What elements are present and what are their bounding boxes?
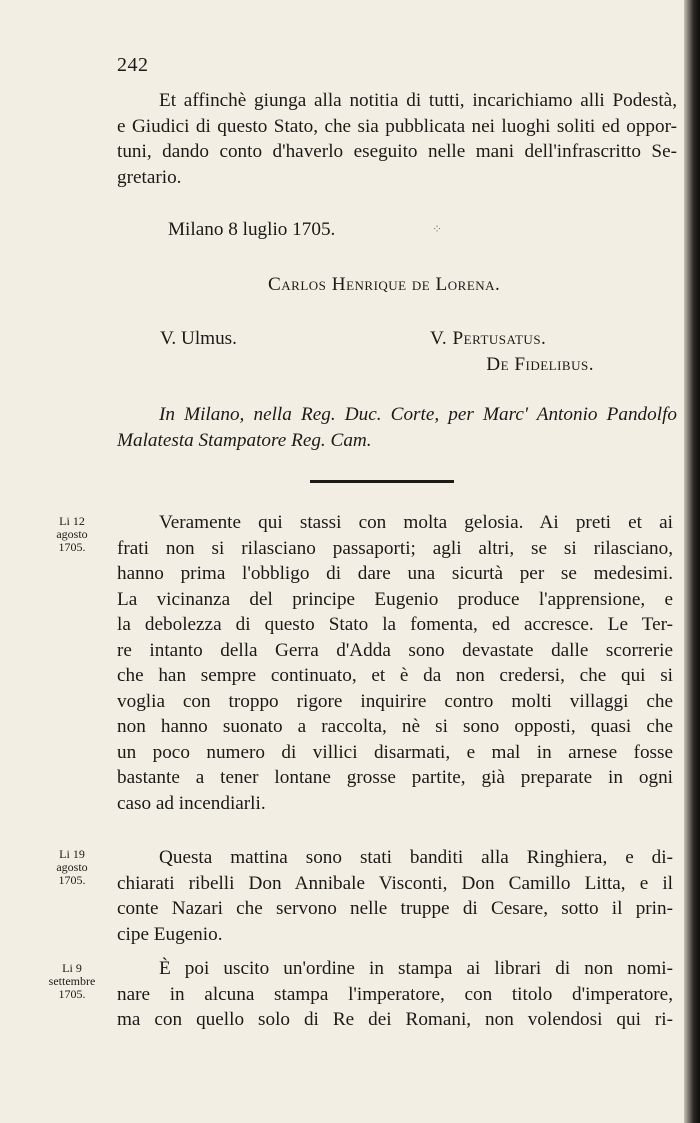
text-line: chiarati ribelli Don Annibale Visconti, Don Camillo Litta, e il [117,872,673,894]
section-divider [310,480,454,483]
text-line: che han sempre continuato, et è da non credersi, che qui si [117,665,673,686]
margin-date-note [42,848,102,887]
margin-note-line: 1705. [58,873,86,887]
intro-paragraph [117,88,677,190]
date-place [168,217,468,243]
date-place-text: Milano 8 luglio 1705. [168,219,336,240]
paragraph-12-agosto [117,510,673,816]
paragraph-9-settembre [117,956,673,1033]
text-line: non hanno suonato a raccolta, nè si sono opposti, quasi che [117,716,673,737]
margin-note-line: agosto [56,527,88,541]
text-line: gretario. [117,166,182,188]
text-line: nare in alcuna stampa l'imperatore, con titolo d'imperatore, [117,983,673,1005]
countersign-right [430,326,600,377]
text-line: e Giudici di questo Stato, che sia pubblicata nei luoghi soliti ed oppor- [117,115,677,137]
margin-note-line: Li 12 [59,514,85,528]
page-number: 242 [117,54,149,76]
imprint-line: Malatesta Stampatore Reg. Cam. [117,429,372,451]
imprint-line: In Milano, nella Reg. Duc. Corte, per Marc' Antonio Pandolfo [159,404,677,425]
countersign-left [160,326,360,352]
margin-note-line: Li 9 [62,961,82,975]
signatory [268,272,568,298]
countersign-right-line-2: De Fidelibus. [486,353,594,375]
margin-date-note [42,515,102,554]
text-line: cipe Eugenio. [117,923,223,945]
text-line: la debolezza di questo Stato la fomenta, ed accresce. Le Ter- [117,614,673,635]
margin-note-line: settembre [48,974,96,988]
page-edge-shadow [684,0,700,1123]
text-line: conte Nazari che servono nelle truppe di Cesare, sotto il prin- [117,898,673,919]
signatory-name: Carlos Henrique de Lorena. [268,274,501,295]
text-line: Veramente qui stassi con molta gelosia. Ai preti et ai [159,512,673,533]
text-line: frati non si rilasciano passaporti; agli altri, se si rilasciano, [117,537,673,559]
text-line: caso ad incendiarli. [117,792,266,814]
margin-note-line: 1705. [58,540,86,554]
text-line: tuni, dando conto d'haverlo eseguito nelle mani dell'infrascritto Se- [117,141,677,162]
text-line: Et affinchè giunga alla notitia di tutti, incarichiamo alli Podestà, [159,90,677,111]
margin-note-line: agosto [56,860,88,874]
ink-speck-mark: ⁘ [432,222,443,236]
paragraph-19-agosto [117,845,673,947]
text-line: ma con quello solo di Re dei Romani, non volendosi qui ri- [117,1009,673,1030]
text-line: Questa mattina sono stati banditi alla Ringhiera, e di- [159,847,673,868]
text-line: voglia con troppo rigore inquirire contro molti villaggi che [117,690,673,712]
margin-note-line: 1705. [58,987,86,1001]
text-line: La vicinanza del principe Eugenio produce l'apprensione, e [117,588,673,610]
margin-note-line: Li 19 [59,847,85,861]
text-line: re intanto della Gerra d'Adda sono devastate dalle scorrerie [117,639,673,661]
margin-date-note [42,962,102,1001]
text-line: un poco numero di villici disarmati, e mal in arnese fosse [117,741,673,763]
countersign-left-text: V. Ulmus. [160,328,237,349]
text-line: È poi uscito un'ordine in stampa ai librari di non nomi- [159,958,673,979]
text-line: hanno prima l'obbligo di dare una sicurtà per se medesimi. [117,563,673,584]
imprint [117,402,677,453]
text-line: bastante a tener lontane grosse partite, già preparate in ogni [117,767,673,788]
countersign-right-line-1: V. Pertusatus. [430,328,547,349]
